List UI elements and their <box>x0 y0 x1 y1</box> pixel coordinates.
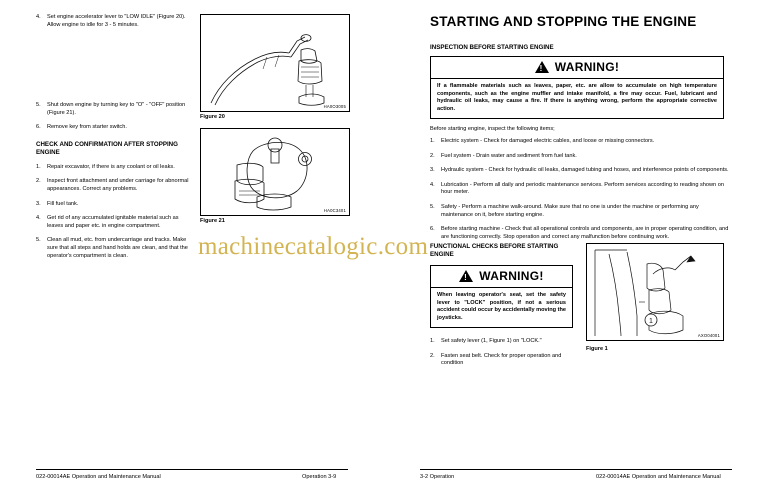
svg-text:1: 1 <box>649 318 653 325</box>
list-item-text: Remove key from starter switch. <box>47 124 127 131</box>
section2-heading: FUNCTIONAL CHECKS BEFORE STARTING ENGINE <box>430 243 559 259</box>
list-item-number: 3. <box>430 167 435 174</box>
list-item-text: Electric system - Check for damaged electric cables, and loose or missing connectors. <box>441 138 655 144</box>
list-item <box>36 201 191 209</box>
footer-divider-right <box>420 469 732 470</box>
list-item-text: Set engine accelerator lever to "LOW IDLE" (Figure 20). Allow engine to idle for 3 - 5 minutes. <box>47 14 186 28</box>
list-item-text: Hydraulic system - Check for hydraulic oil leaks, damaged tubing and hoses, and interference points of components. <box>441 167 729 174</box>
list-item-number: 6. <box>430 226 435 233</box>
figure-21-code: HA0C3401 <box>323 208 346 213</box>
warning-1-title-row <box>431 57 723 79</box>
page-footer <box>0 469 768 497</box>
list-item <box>36 237 191 260</box>
figure-20-code: HA0O3005 <box>323 104 346 109</box>
figure-1-caption: Figure 1 <box>586 346 608 352</box>
list-item <box>36 178 191 193</box>
list-item <box>36 124 191 132</box>
list-item <box>430 353 575 368</box>
list-item-number: 5. <box>36 102 41 109</box>
list-item-text: Inspect front attachment and under carriage for abnormal appearances. Correct any problems. <box>47 178 189 192</box>
list-item <box>430 226 730 241</box>
inspection-checklist <box>430 138 730 248</box>
list-item-text: Set safety lever (1, Figure 1) on "LOCK." <box>441 338 542 344</box>
list-item-number: 1. <box>430 138 435 144</box>
list-item-number: 5. <box>430 203 435 210</box>
list-item-number: 2. <box>430 152 435 159</box>
warning-triangle-icon <box>535 61 549 73</box>
list-item-number: 6. <box>36 124 41 131</box>
list-item <box>36 164 191 172</box>
left-text-column <box>36 14 191 267</box>
list-item-number: 2. <box>430 352 435 359</box>
warning-2-label: WARNING! <box>479 269 544 283</box>
list-item <box>430 204 730 219</box>
warning-triangle-icon <box>459 270 473 282</box>
list-item-number: 4. <box>36 215 41 222</box>
page-title: STARTING AND STOPPING THE ENGINE <box>430 14 697 29</box>
list-item-text: Shut down engine by turning key to "O" - "OFF" position (Figure 21). <box>47 102 186 116</box>
list-item <box>430 167 730 175</box>
list-item-number: 1. <box>430 338 435 344</box>
figure-21-caption: Figure 21 <box>200 218 225 224</box>
list-item <box>36 14 191 29</box>
figure-20-caption: Figure 20 <box>200 114 225 120</box>
figure-20-drawing <box>201 15 351 113</box>
list-item-text: Fill fuel tank. <box>47 200 79 207</box>
right-page <box>384 0 768 497</box>
list-item <box>36 215 191 230</box>
footer-divider-left <box>36 469 348 470</box>
list-item-number: 2. <box>36 178 41 185</box>
list-item-number: 3. <box>36 200 41 207</box>
list-item <box>430 153 730 161</box>
list-item-number: 5. <box>36 237 41 244</box>
list-item-number: 4. <box>36 14 41 20</box>
list-item-text: Fasten seat belt. Check for proper operation and condition <box>441 352 562 367</box>
footer-manual-left: 022-00014AE Operation and Maintenance Manual <box>36 474 161 480</box>
list-item-text: Repair excavator, if there is any coolant or oil leaks. <box>47 163 175 170</box>
figure-20-image <box>200 14 350 112</box>
list-item-text: Before starting machine - Check that all operational controls and components, are in proper operating condition, and are functioning correctly. Stop operation and correct any malfunction before continuing work. <box>441 226 729 240</box>
list-item-text: Fuel system - Drain water and sediment from fuel tank. <box>441 152 577 159</box>
section-heading: CHECK AND CONFIRMATION AFTER STOPPING ENGINE <box>36 140 178 157</box>
warning-1-label: WARNING! <box>554 60 620 74</box>
steps2-list <box>430 338 575 375</box>
list-item-text: Get rid of any accumulated ignitable material such as leaves and paper etc. in engine compartment. <box>47 215 179 229</box>
watermark: machinecatalogic.com <box>198 233 429 260</box>
left-figure-column <box>200 14 350 224</box>
list-item <box>430 182 730 197</box>
warning-box-2 <box>430 265 573 328</box>
list-item-text: Safety - Perform a machine walk-around. Make sure that no one is under the machine or performing any maintenance on it, before starting engine. <box>441 203 699 218</box>
figure-21-image <box>200 128 350 216</box>
warning-box-1 <box>430 56 724 119</box>
list-item-number: 1. <box>36 163 41 170</box>
list-item <box>430 338 575 346</box>
figure-1-image <box>586 243 724 341</box>
inspection-intro: Before starting engine, inspect the following items; <box>430 126 555 132</box>
figure-1-drawing <box>587 244 725 342</box>
figure-1-code: AXO04001 <box>697 333 720 338</box>
warning-2-title-row <box>431 266 572 288</box>
footer-page-right: 3-2 Operation <box>420 474 455 480</box>
inspection-subheading: INSPECTION BEFORE STARTING ENGINE <box>430 44 554 51</box>
footer-manual-right: 022-00014AE Operation and Maintenance Manual <box>596 474 721 480</box>
list-item-text: Clean all mud, etc. from undercarriage and tracks. Make sure that all steps and hand holds are clean, and that the operator's compartment is clean. <box>47 237 188 259</box>
list-item <box>36 102 191 117</box>
list-item <box>430 138 730 146</box>
list-item-number: 4. <box>430 181 435 188</box>
warning-1-body: If a flammable materials such as leaves, paper, etc. are allow to accumulate on high temperature components, such as the engine muffler and intake manifold, a fire may occur. Fuel, lubricant and hydraulic oil leaks, may cause a fire. If there is anything wrong, perform the appropriate corrective action. <box>437 83 717 112</box>
footer-page-left: Operation 3-9 <box>302 474 337 480</box>
figure-21-drawing <box>201 129 351 217</box>
list-item-text: Lubrication - Perform all daily and periodic maintenance services. Perform services according to reading shown on hour meter. <box>441 181 724 196</box>
warning-2-body: When leaving operator's seat, set the safety lever to "LOCK" position, if not a serious accident could occur by accidentally moving the joysticks. <box>437 292 567 321</box>
